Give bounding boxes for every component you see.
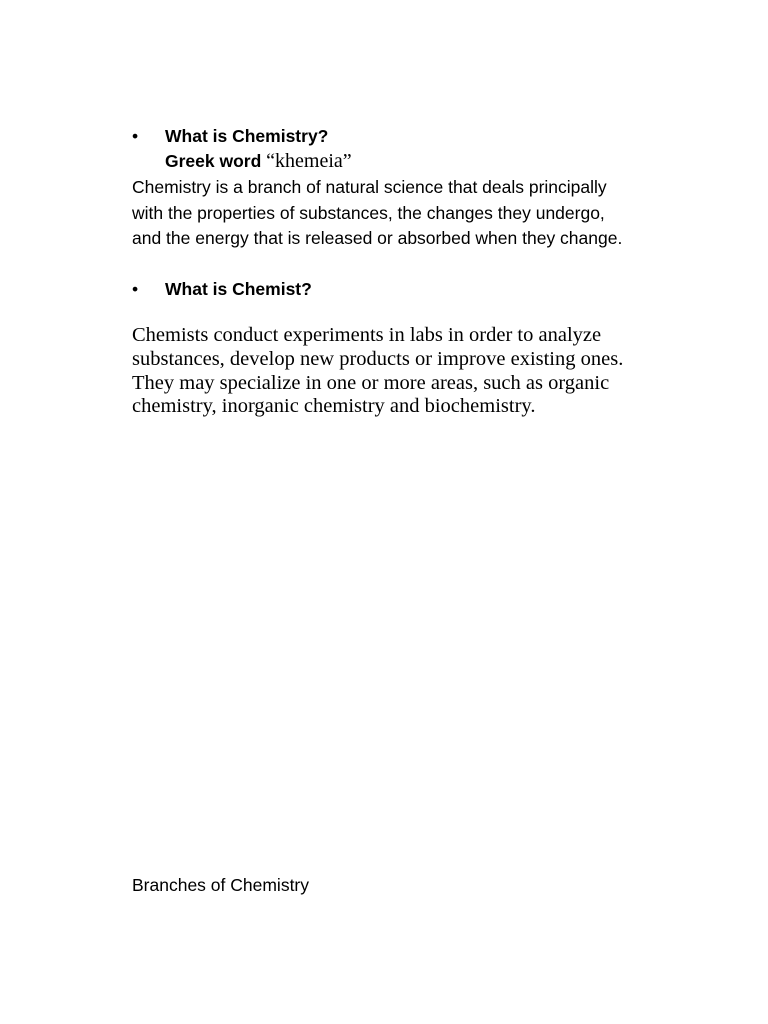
greek-word-line (165, 149, 352, 174)
branches-of-chemistry-heading: Branches of Chemistry (132, 875, 310, 895)
greek-term: “khemeia” (266, 150, 352, 172)
chemistry-definition: Chemistry is a branch of natural science that deals principally with the properties of substances, the changes they undergo, and the energy that is released or absorbed when they change. (132, 177, 623, 248)
chemist-definition: Chemists conduct experiments in labs in order to analyze substances, develop new products or improve existing ones. They may specialize in one or more areas, such as organic chemistry, inorganic chemistry and biochemistry. (132, 324, 624, 418)
bullet-heading-chemistry (132, 124, 328, 149)
bullet-heading-chemist (132, 277, 312, 302)
greek-word-label: Greek word (165, 151, 267, 171)
bullet-icon: • (132, 126, 139, 146)
heading-what-is-chemistry: What is Chemistry? (165, 126, 329, 146)
bullet-icon: • (132, 279, 139, 299)
heading-what-is-chemist: What is Chemist? (165, 279, 312, 299)
